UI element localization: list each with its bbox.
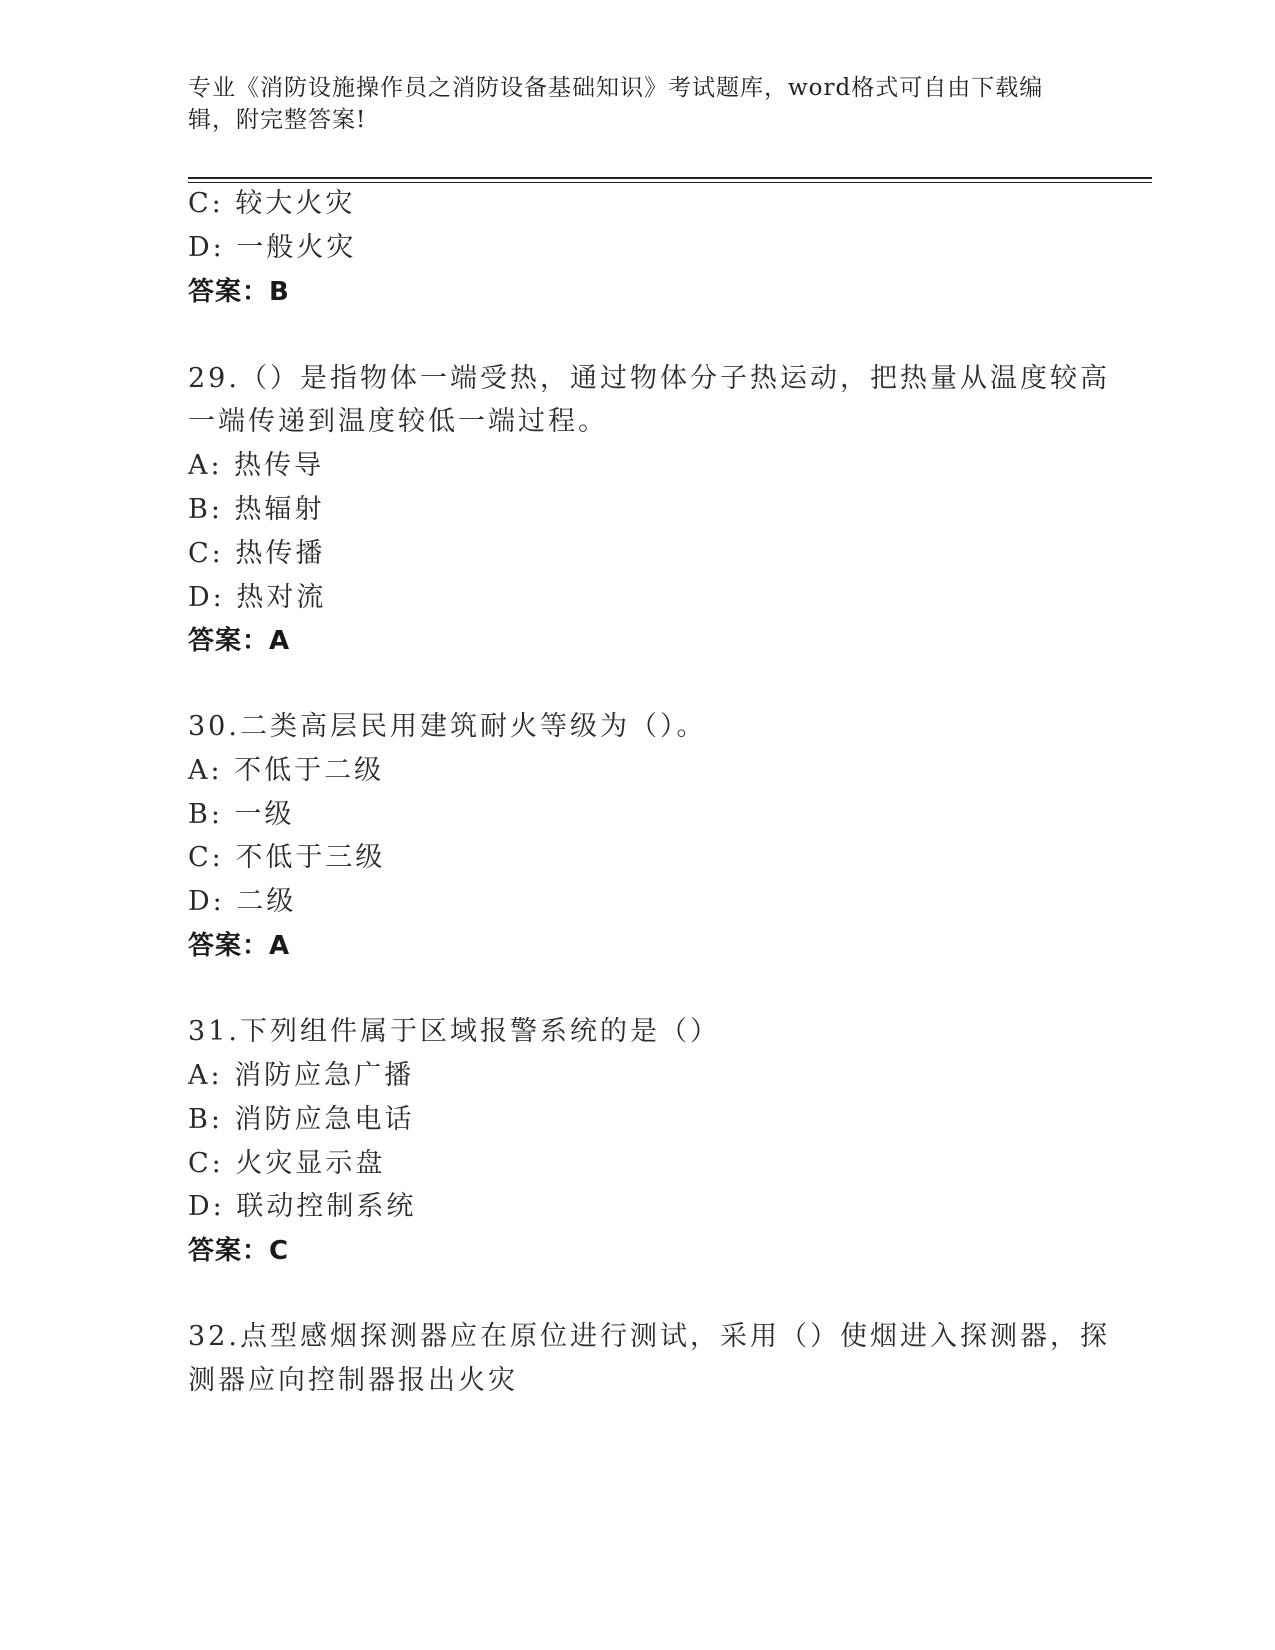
question-30-stem: 30.二类高层民用建筑耐火等级为（）。 bbox=[188, 711, 707, 742]
question-31-option-b: B: 消防应急电话 bbox=[188, 1104, 415, 1135]
question-31-option-d: D: 联动控制系统 bbox=[188, 1191, 417, 1222]
question-29-stem-line-2: 一端传递到温度较低一端过程。 bbox=[188, 406, 608, 437]
question-29-stem-line-1: 29.（）是指物体一端受热，通过物体分子热运动，把热量从温度较高 bbox=[188, 363, 1110, 394]
question-31-option-c: C: 火灾显示盘 bbox=[188, 1148, 386, 1179]
header-divider-thick bbox=[188, 177, 1152, 179]
header-divider-thin bbox=[188, 182, 1152, 183]
header-line-2: 辑，附完整答案! bbox=[188, 107, 367, 133]
question-32-stem-line-1: 32.点型感烟探测器应在原位进行测试，采用（）使烟进入探测器，探 bbox=[188, 1321, 1110, 1352]
document-header bbox=[188, 72, 1088, 136]
answer-line: 答案：B bbox=[188, 277, 290, 307]
option-c: C: 较大火灾 bbox=[188, 188, 356, 219]
question-30-answer: 答案：A bbox=[188, 931, 291, 961]
question-31-answer: 答案：C bbox=[188, 1236, 290, 1266]
question-31-option-a: A: 消防应急广播 bbox=[188, 1060, 415, 1091]
question-29-option-d: D: 热对流 bbox=[188, 582, 327, 613]
question-30-option-d: D: 二级 bbox=[188, 886, 297, 917]
question-29-answer: 答案：A bbox=[188, 626, 291, 656]
question-30-option-a: A: 不低于二级 bbox=[188, 755, 385, 786]
question-29-option-c: C: 热传播 bbox=[188, 538, 326, 569]
question-29-option-b: B: 热辐射 bbox=[188, 494, 325, 525]
question-30-option-c: C: 不低于三级 bbox=[188, 842, 386, 873]
option-d: D: 一般火灾 bbox=[188, 232, 357, 263]
question-29-option-a: A: 热传导 bbox=[188, 450, 325, 481]
question-31-stem: 31.下列组件属于区域报警系统的是（） bbox=[188, 1016, 720, 1047]
question-30-option-b: B: 一级 bbox=[188, 799, 295, 830]
header-line-1: 专业《消防设施操作员之消防设备基础知识》考试题库，word格式可自由下载编 bbox=[188, 75, 1044, 101]
question-32-stem-line-2: 测器应向控制器报出火灾 bbox=[188, 1365, 518, 1396]
